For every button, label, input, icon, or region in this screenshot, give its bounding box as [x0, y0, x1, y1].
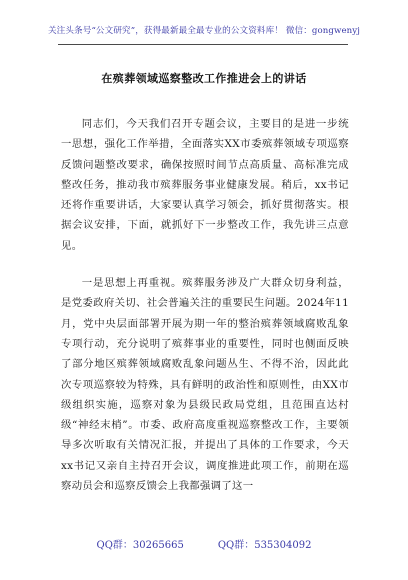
header-divider [58, 44, 348, 45]
qq-group-primary: QQ群：30265665 [96, 540, 184, 551]
paragraph-opening: 同志们，今天我们召开专题会议，主要目的是进一步统一思想，强化工作举措，全面落实XX市委殡葬领域专项巡察反馈问题整改要求，确保按照时间节点高质量、高标准完成整改任务，推动我市殡葬服务事业健康发展。稍后，xx书记还将作重要讲话，大家要认真学习领会，抓好贯彻落实。根据会议安排，下面，就抓好下一步整改工作，我先讲三点意见。 [61, 118, 349, 252]
paragraph-point-one: 一是思想上再重视。殡葬服务涉及广大群众切身利益，是党委政府关切、社会普遍关注的重要民生问题。2024年11月，党中央层面部署开展为期一年的整治殡葬领域腐败乱象专项行动，充分说明了殡葬事业的重要性，同时也侧面反映了部分地区殡葬领域腐败乱象问题丛生、不得不治，因此此次专项巡察较为特殊，具有鲜明的政治性和原则性，由XX市级组织实施，巡察对象为县级民政局党组，且范围直达村级“神经末梢”。市委、政府高度重视巡察整改工作，主要领导多次听取有关情况汇报，并提出了具体的工作要求，今天xx书记又亲自主持召开会议，调度推进此项工作，前期在巡察动员会和巡察反馈会上我都强调了这一 [61, 277, 349, 493]
qq-group-secondary: QQ群：535304092 [217, 540, 312, 551]
footer-contact [0, 536, 408, 551]
document-title: 在殡葬领域巡察整改工作推进会上的讲话 [101, 72, 307, 85]
header-banner: 关注头条号“公文研究”，获得最新最全最专业的公文资料库！ 微信：gongwenyj [47, 26, 361, 36]
document-body [61, 114, 349, 513]
